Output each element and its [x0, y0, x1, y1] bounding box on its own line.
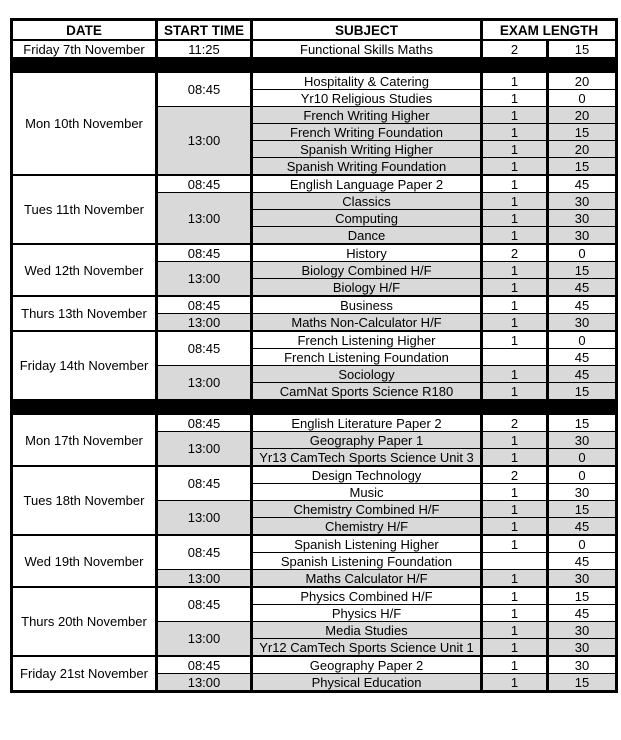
- exam-length-hours-cell: 1: [482, 314, 548, 332]
- subject-cell: Computing: [252, 210, 482, 227]
- subject-cell: Sociology: [252, 366, 482, 383]
- exam-length-minutes-cell: 30: [548, 622, 617, 639]
- subject-cell: Geography Paper 1: [252, 432, 482, 449]
- exam-length-hours-cell: 1: [482, 518, 548, 536]
- exam-length-minutes-cell: 15: [548, 40, 617, 58]
- subject-cell: Business: [252, 296, 482, 314]
- timetable-body: [12, 40, 617, 692]
- subject-cell: Yr12 CamTech Sports Science Unit 1: [252, 639, 482, 657]
- subject-cell: Media Studies: [252, 622, 482, 639]
- subject-cell: CamNat Sports Science R180: [252, 383, 482, 400]
- start-time-cell: 13:00: [157, 501, 252, 536]
- exam-length-minutes-cell: 45: [548, 296, 617, 314]
- start-time-cell: 13:00: [157, 193, 252, 245]
- start-time-cell: 08:45: [157, 331, 252, 366]
- exam-length-hours-cell: 1: [482, 366, 548, 383]
- section-separator-bar: [12, 58, 617, 73]
- exam-length-minutes-cell: 0: [548, 535, 617, 553]
- exam-length-hours-cell: 1: [482, 227, 548, 245]
- exam-length-hours-cell: 1: [482, 90, 548, 107]
- start-time-cell: 08:45: [157, 72, 252, 107]
- exam-length-minutes-cell: 15: [548, 262, 617, 279]
- subject-cell: Biology H/F: [252, 279, 482, 297]
- column-header-subject: SUBJECT: [252, 20, 482, 41]
- exam-length-minutes-cell: 15: [548, 158, 617, 176]
- exam-length-minutes-cell: 0: [548, 244, 617, 262]
- exam-length-minutes-cell: 30: [548, 484, 617, 501]
- exam-row: [12, 175, 617, 193]
- exam-length-hours-cell: 2: [482, 414, 548, 432]
- exam-length-hours-cell: 1: [482, 383, 548, 400]
- exam-length-hours-cell: 1: [482, 279, 548, 297]
- exam-row: [12, 466, 617, 484]
- subject-cell: Yr13 CamTech Sports Science Unit 3: [252, 449, 482, 467]
- exam-length-hours-cell: 1: [482, 175, 548, 193]
- subject-cell: French Writing Foundation: [252, 124, 482, 141]
- subject-cell: English Literature Paper 2: [252, 414, 482, 432]
- start-time-cell: 13:00: [157, 570, 252, 588]
- exam-length-hours-cell: 1: [482, 193, 548, 210]
- exam-length-minutes-cell: 45: [548, 366, 617, 383]
- exam-length-hours-cell: 1: [482, 158, 548, 176]
- date-cell: Friday 21st November: [12, 656, 157, 692]
- start-time-cell: 08:45: [157, 656, 252, 674]
- exam-length-minutes-cell: 0: [548, 466, 617, 484]
- exam-length-minutes-cell: 15: [548, 124, 617, 141]
- exam-row: [12, 296, 617, 314]
- exam-length-hours-cell: 1: [482, 639, 548, 657]
- exam-length-minutes-cell: 15: [548, 414, 617, 432]
- column-header-exam-length: EXAM LENGTH: [482, 20, 617, 41]
- date-cell: Friday 14th November: [12, 331, 157, 400]
- date-cell: Thurs 13th November: [12, 296, 157, 331]
- column-header-start-time: START TIME: [157, 20, 252, 41]
- exam-length-minutes-cell: 30: [548, 210, 617, 227]
- subject-cell: Chemistry H/F: [252, 518, 482, 536]
- exam-length-hours-cell: 1: [482, 484, 548, 501]
- start-time-cell: 08:45: [157, 535, 252, 570]
- exam-length-minutes-cell: 20: [548, 72, 617, 90]
- date-cell: Mon 10th November: [12, 72, 157, 175]
- date-cell: Wed 19th November: [12, 535, 157, 587]
- exam-length-hours-cell: 1: [482, 587, 548, 605]
- exam-length-hours-cell: 1: [482, 570, 548, 588]
- exam-length-hours-cell: 1: [482, 141, 548, 158]
- start-time-cell: 08:45: [157, 466, 252, 501]
- exam-length-minutes-cell: 45: [548, 279, 617, 297]
- subject-cell: Physical Education: [252, 674, 482, 692]
- exam-length-hours-cell: 1: [482, 210, 548, 227]
- exam-row: [12, 414, 617, 432]
- start-time-cell: 08:45: [157, 296, 252, 314]
- subject-cell: Design Technology: [252, 466, 482, 484]
- exam-length-minutes-cell: 45: [548, 175, 617, 193]
- exam-length-minutes-cell: 0: [548, 331, 617, 349]
- exam-length-hours-cell: 1: [482, 124, 548, 141]
- exam-length-minutes-cell: 30: [548, 639, 617, 657]
- exam-length-hours-cell: 1: [482, 449, 548, 467]
- exam-row: [12, 656, 617, 674]
- subject-cell: History: [252, 244, 482, 262]
- separator-bar-cell: [12, 400, 617, 415]
- exam-length-minutes-cell: 45: [548, 518, 617, 536]
- date-cell: Tues 11th November: [12, 175, 157, 244]
- start-time-cell: 08:45: [157, 587, 252, 622]
- subject-cell: Physics H/F: [252, 605, 482, 622]
- subject-cell: Chemistry Combined H/F: [252, 501, 482, 518]
- subject-cell: Physics Combined H/F: [252, 587, 482, 605]
- subject-cell: Spanish Listening Higher: [252, 535, 482, 553]
- exam-row: [12, 331, 617, 349]
- subject-cell: Spanish Listening Foundation: [252, 553, 482, 570]
- exam-length-hours-cell: 1: [482, 535, 548, 553]
- subject-cell: Functional Skills Maths: [252, 40, 482, 58]
- start-time-cell: 13:00: [157, 107, 252, 176]
- exam-length-hours-cell: 1: [482, 622, 548, 639]
- start-time-cell: 13:00: [157, 674, 252, 692]
- column-header-date: DATE: [12, 20, 157, 41]
- exam-length-hours-cell: 1: [482, 331, 548, 349]
- start-time-cell: 08:45: [157, 414, 252, 432]
- exam-length-hours-cell: 1: [482, 674, 548, 692]
- subject-cell: French Listening Higher: [252, 331, 482, 349]
- subject-cell: Yr10 Religious Studies: [252, 90, 482, 107]
- start-time-cell: 13:00: [157, 262, 252, 297]
- date-cell: Mon 17th November: [12, 414, 157, 466]
- exam-length-hours-cell: 1: [482, 501, 548, 518]
- subject-cell: Maths Calculator H/F: [252, 570, 482, 588]
- start-time-cell: 08:45: [157, 244, 252, 262]
- exam-length-hours-cell: [482, 349, 548, 366]
- subject-cell: French Listening Foundation: [252, 349, 482, 366]
- subject-cell: Hospitality & Catering: [252, 72, 482, 90]
- exam-row: [12, 587, 617, 605]
- date-cell: Tues 18th November: [12, 466, 157, 535]
- subject-cell: Spanish Writing Higher: [252, 141, 482, 158]
- exam-length-hours-cell: [482, 553, 548, 570]
- exam-length-minutes-cell: 30: [548, 656, 617, 674]
- start-time-cell: 13:00: [157, 622, 252, 657]
- exam-length-hours-cell: 2: [482, 244, 548, 262]
- subject-cell: French Writing Higher: [252, 107, 482, 124]
- exam-length-hours-cell: 1: [482, 296, 548, 314]
- subject-cell: Music: [252, 484, 482, 501]
- exam-length-minutes-cell: 30: [548, 432, 617, 449]
- exam-length-minutes-cell: 45: [548, 349, 617, 366]
- subject-cell: Classics: [252, 193, 482, 210]
- exam-length-hours-cell: 2: [482, 466, 548, 484]
- exam-length-minutes-cell: 45: [548, 553, 617, 570]
- start-time-cell: 13:00: [157, 314, 252, 332]
- exam-timetable: [10, 18, 618, 693]
- exam-length-minutes-cell: 20: [548, 141, 617, 158]
- exam-length-hours-cell: 1: [482, 605, 548, 622]
- start-time-cell: 11:25: [157, 40, 252, 58]
- header-row: [12, 20, 617, 41]
- exam-row: [12, 72, 617, 90]
- subject-cell: English Language Paper 2: [252, 175, 482, 193]
- exam-length-minutes-cell: 15: [548, 674, 617, 692]
- exam-row: [12, 535, 617, 553]
- exam-length-minutes-cell: 15: [548, 383, 617, 400]
- exam-length-minutes-cell: 30: [548, 314, 617, 332]
- exam-row: [12, 40, 617, 58]
- subject-cell: Dance: [252, 227, 482, 245]
- exam-length-hours-cell: 2: [482, 40, 548, 58]
- exam-row: [12, 244, 617, 262]
- exam-length-minutes-cell: 0: [548, 90, 617, 107]
- exam-length-minutes-cell: 15: [548, 501, 617, 518]
- exam-length-minutes-cell: 0: [548, 449, 617, 467]
- section-separator-bar: [12, 400, 617, 415]
- exam-length-hours-cell: 1: [482, 72, 548, 90]
- exam-length-minutes-cell: 20: [548, 107, 617, 124]
- exam-length-minutes-cell: 15: [548, 587, 617, 605]
- exam-length-minutes-cell: 30: [548, 570, 617, 588]
- start-time-cell: 13:00: [157, 432, 252, 467]
- exam-length-hours-cell: 1: [482, 107, 548, 124]
- exam-length-hours-cell: 1: [482, 656, 548, 674]
- start-time-cell: 08:45: [157, 175, 252, 193]
- subject-cell: Maths Non-Calculator H/F: [252, 314, 482, 332]
- date-cell: Wed 12th November: [12, 244, 157, 296]
- date-cell: Friday 7th November: [12, 40, 157, 58]
- exam-length-minutes-cell: 30: [548, 193, 617, 210]
- date-cell: Thurs 20th November: [12, 587, 157, 656]
- separator-bar-cell: [12, 58, 617, 73]
- start-time-cell: 13:00: [157, 366, 252, 400]
- subject-cell: Geography Paper 2: [252, 656, 482, 674]
- exam-length-hours-cell: 1: [482, 432, 548, 449]
- subject-cell: Spanish Writing Foundation: [252, 158, 482, 176]
- exam-length-minutes-cell: 30: [548, 227, 617, 245]
- exam-length-minutes-cell: 45: [548, 605, 617, 622]
- subject-cell: Biology Combined H/F: [252, 262, 482, 279]
- exam-length-hours-cell: 1: [482, 262, 548, 279]
